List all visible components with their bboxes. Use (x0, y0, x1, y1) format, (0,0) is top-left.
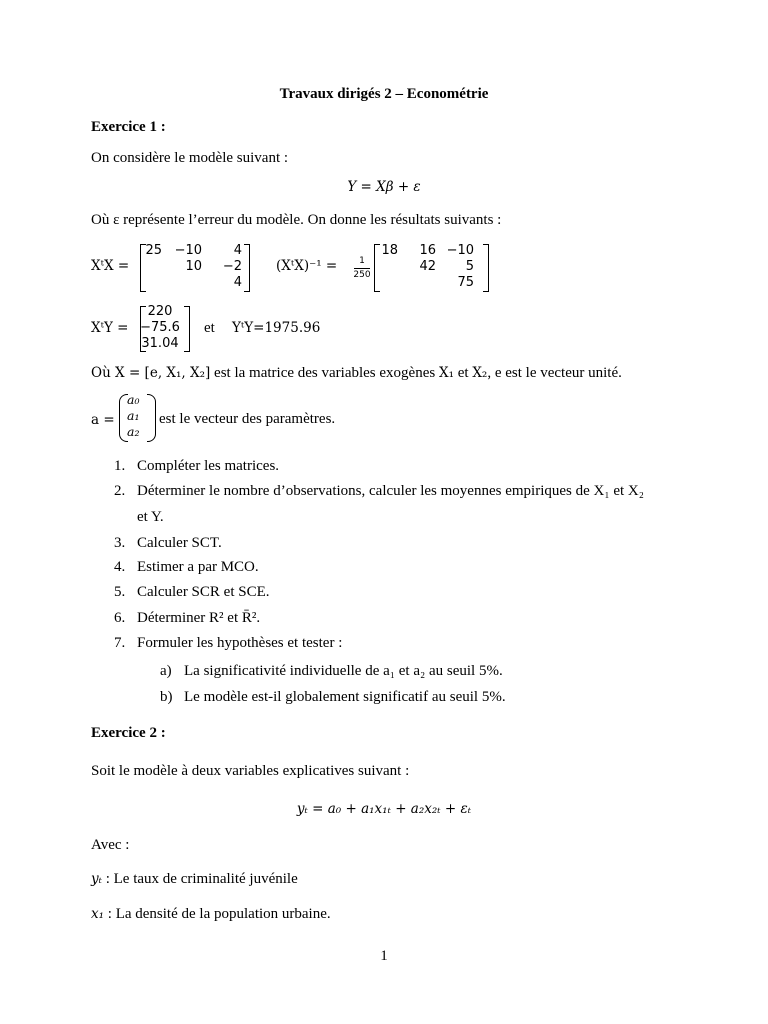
avec-label: Avec : (91, 837, 130, 853)
question-number: 1. (114, 458, 126, 474)
x2-symbol: X₂ (472, 365, 488, 381)
xtx-inverse-right-bracket (483, 244, 489, 292)
subquestion-label: a) (160, 663, 172, 679)
xty-label: XᵗY = (91, 320, 129, 336)
question-text: Estimer a par MCO. (137, 559, 259, 575)
matrix-cell: −10 (174, 243, 202, 258)
subquestion-text: La significativité individuelle de a₁ et a₂ au seuil 5%. (184, 663, 503, 679)
vector-cell: 31.04 (141, 336, 179, 351)
fraction-numerator: 1 (359, 256, 365, 266)
variable-symbol: yₜ (91, 871, 102, 887)
matrix-cell: 25 (145, 243, 162, 258)
vector-cell: 220 (147, 304, 173, 319)
question-text: Calculer SCR et SCE. (137, 584, 270, 600)
parameter-cell: a₁ (127, 408, 140, 423)
error-description: Où ε représente l’erreur du modèle. On donne les résultats suivants : (91, 212, 502, 228)
x1-symbol: X₁ (438, 365, 454, 381)
variable-description: : La densité de la population urbaine. (104, 906, 331, 922)
subquestion-label: b) (160, 689, 173, 705)
page-title: Travaux dirigés 2 – Econométrie (279, 86, 489, 102)
x-definition (91, 365, 622, 382)
question-text: Déterminer R² et R̄². (137, 610, 261, 626)
yty-value: YᵗY=1975.96 (232, 320, 321, 336)
question-number: 4. (114, 559, 126, 575)
variable-symbol: x₁ (91, 906, 105, 922)
exercise-1-heading: Exercice 1 : (91, 119, 166, 135)
question-number: 5. (114, 584, 126, 600)
exercise-1-intro: On considère le modèle suivant : (91, 150, 289, 166)
subquestion-text: Le modèle est-il globalement significatif au seuil 5%. (184, 689, 506, 705)
fraction-line (354, 268, 370, 269)
xtx-right-bracket (244, 244, 250, 292)
question-number: 6. (114, 610, 126, 626)
x-definition-text: est la matrice des variables exogènes (214, 365, 436, 381)
matrix-cell: 10 (185, 259, 202, 274)
vector-cell: −75.6 (140, 320, 180, 335)
matrix-cell: −10 (446, 243, 474, 258)
exercise-2-heading: Exercice 2 : (91, 725, 166, 741)
exercise-2-intro: Soit le modèle à deux variables explicatives suivant : (91, 763, 410, 779)
fraction-denominator: 250 (353, 270, 371, 280)
page-number: 1 (380, 948, 388, 964)
et-text: et (204, 320, 215, 336)
question-text: Compléter les matrices. (137, 458, 280, 474)
a-label: a = (91, 412, 115, 428)
matrix-cell: 4 (233, 275, 242, 290)
a-right-paren (147, 394, 156, 442)
x-definition-end: , e est le vecteur unité. (487, 365, 622, 381)
regression-equation: yₜ = a₀ + a₁x₁ₜ + a₂x₂ₜ + εₜ (296, 801, 472, 817)
a-description: est le vecteur des paramètres. (159, 411, 336, 427)
variable-description: : Le taux de criminalité juvénile (101, 871, 298, 887)
question-text: et Y. (137, 509, 164, 525)
parameter-cell: a₂ (127, 424, 140, 439)
question-number: 3. (114, 535, 126, 551)
variable-definition (91, 871, 298, 888)
xtx-inverse-label: (XᵗX)⁻¹ = (276, 258, 338, 274)
question-text: Formuler les hypothèses et tester : (137, 635, 343, 651)
matrix-cell: 5 (465, 259, 474, 274)
parameter-cell: a₀ (127, 392, 140, 407)
x-definition-matrix: Où X = [e, X₁, X₂] (91, 365, 211, 381)
matrix-cell: 18 (381, 243, 398, 258)
matrix-cell: 4 (233, 243, 242, 258)
question-text: Calculer SCT. (137, 535, 222, 551)
matrix-cell: 16 (419, 243, 436, 258)
question-number: 7. (114, 635, 126, 651)
question-text: Déterminer le nombre d’observations, calculer les moyennes empiriques de X₁ et X₂ (137, 483, 644, 499)
xty-right-bracket (184, 306, 190, 352)
model-equation: Y = Xβ + ε (347, 179, 421, 195)
matrix-cell: 75 (457, 275, 474, 290)
matrix-cell: −2 (222, 259, 242, 274)
xtx-label: XᵗX = (91, 258, 130, 274)
variable-definition (91, 906, 331, 923)
question-number: 2. (114, 483, 126, 499)
matrix-cell: 42 (419, 259, 436, 274)
x-definition-et: et (457, 365, 469, 381)
